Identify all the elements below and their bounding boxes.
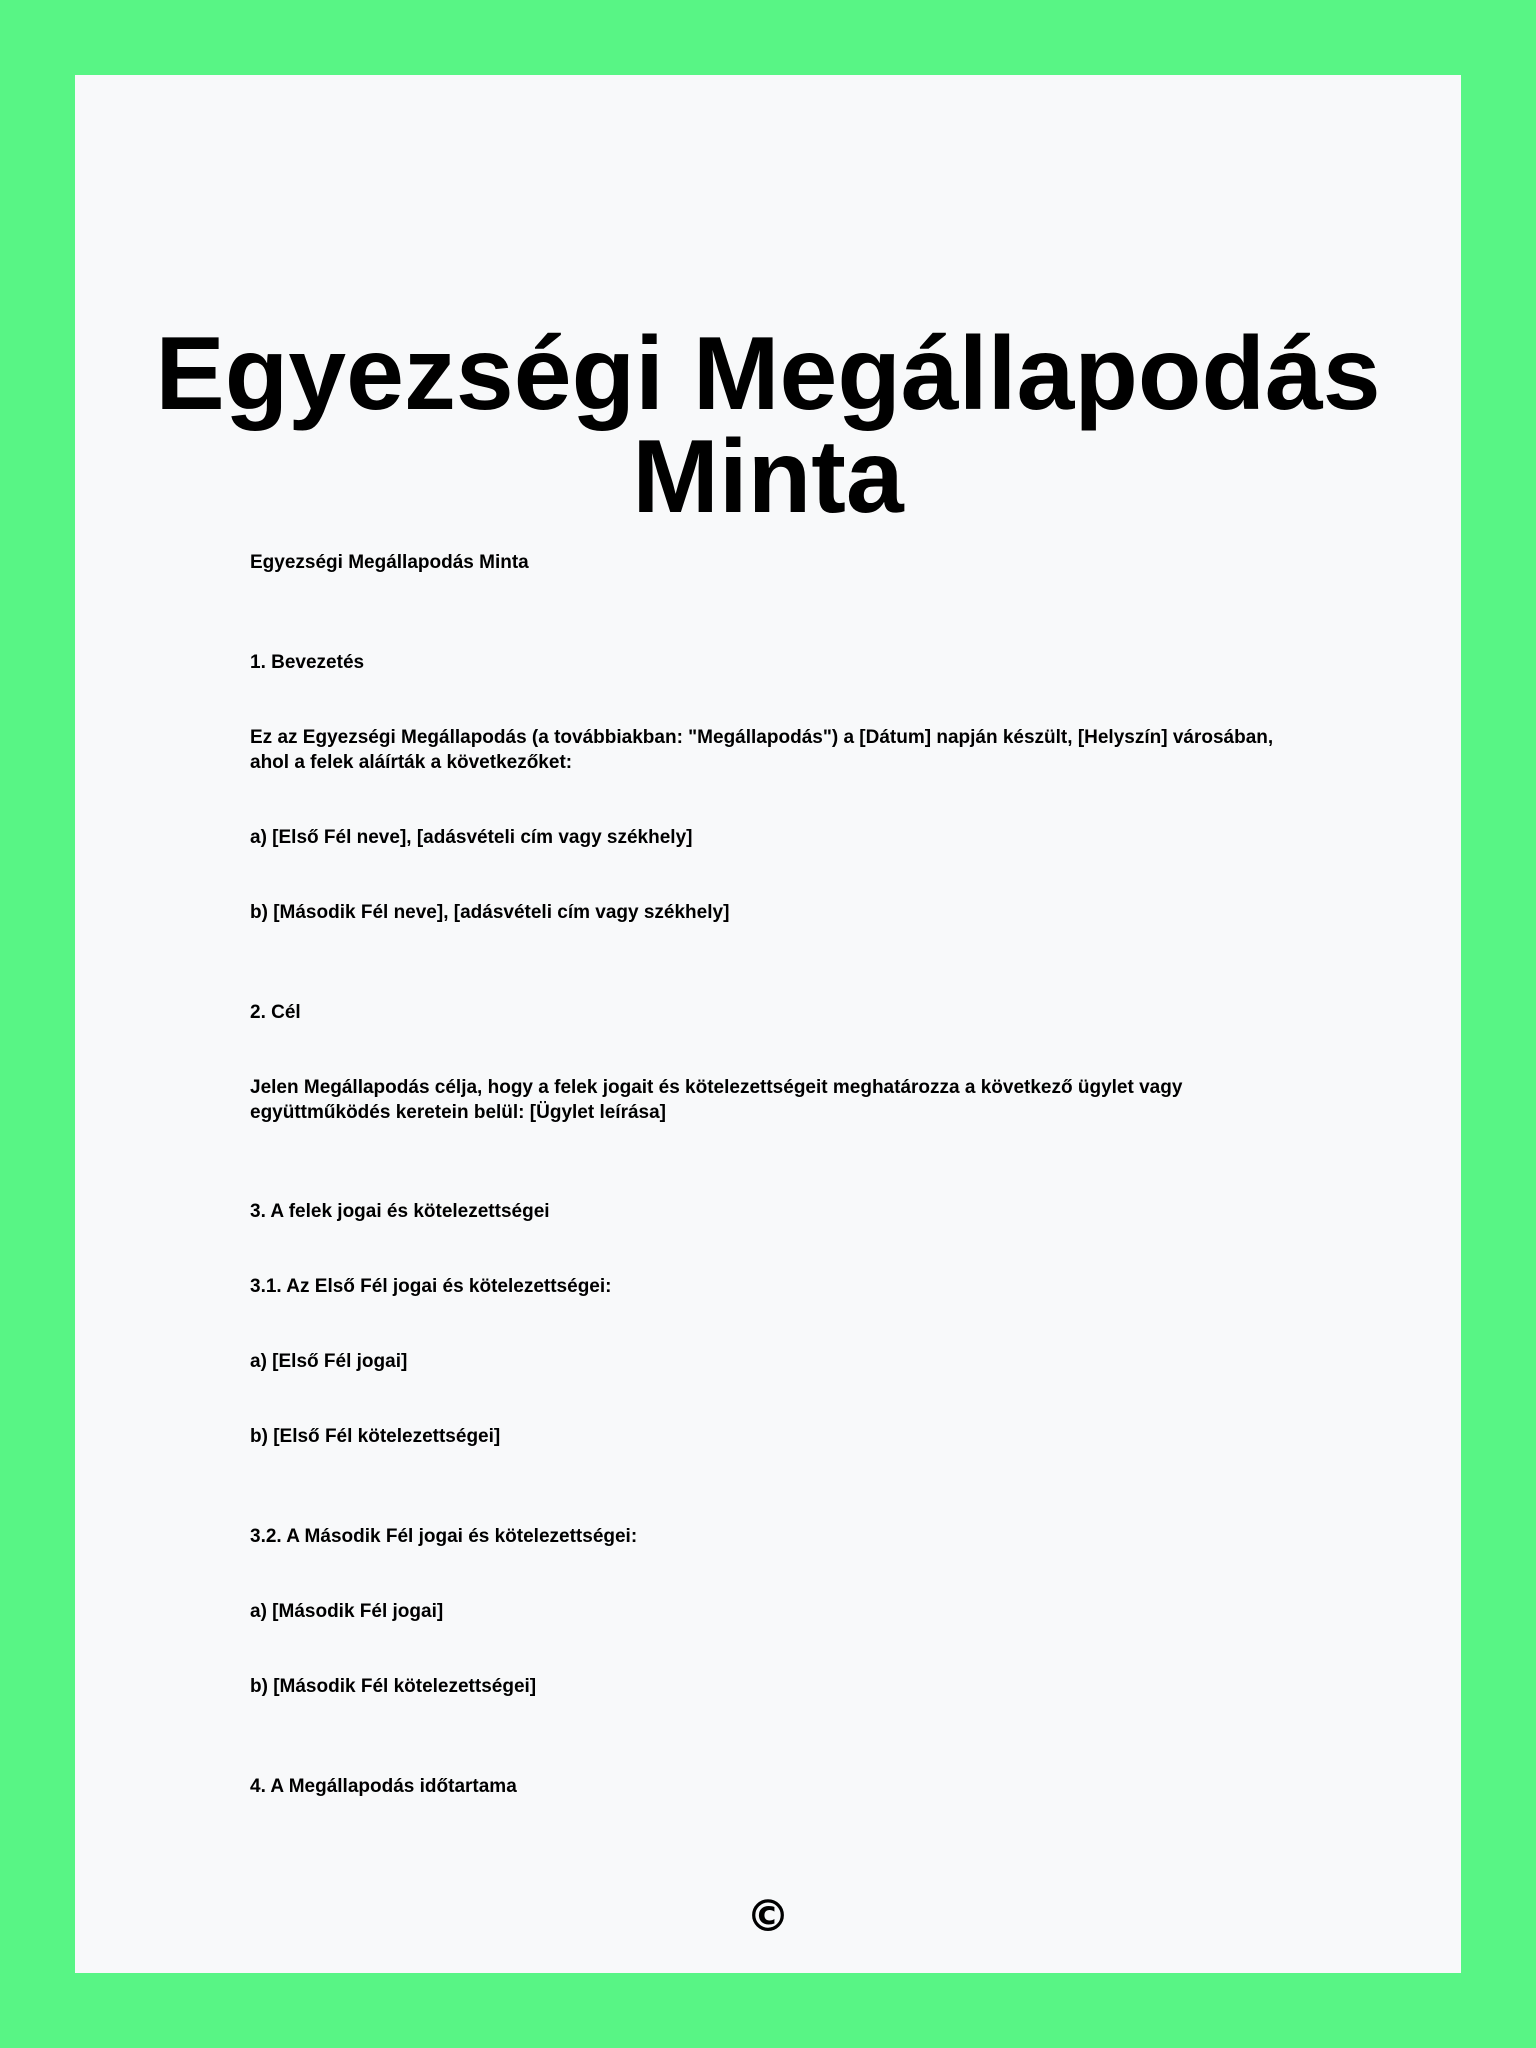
party-first: a) [Első Fél neve], [adásvételi cím vagy székhely] <box>250 827 693 848</box>
document-subtitle: Egyezségi Megállapodás Minta <box>250 552 529 573</box>
title-line-1: Egyezségi Megállapodás <box>155 316 1381 432</box>
title-line-2: Minta <box>632 419 904 535</box>
list-item-second-party-obligations: b) [Második Fél kötelezettségei] <box>250 1676 537 1697</box>
document-page <box>75 75 1461 1973</box>
section-heading-rights: 3. A felek jogai és kötelezettségei <box>250 1201 550 1222</box>
list-item-second-party-rights: a) [Második Fél jogai] <box>250 1601 444 1622</box>
list-item-first-party-rights: a) [Első Fél jogai] <box>250 1351 408 1372</box>
list-item-first-party-obligations: b) [Első Fél kötelezettségei] <box>250 1426 501 1447</box>
subsection-heading-second-party: 3.2. A Második Fél jogai és kötelezettségei: <box>250 1526 638 1547</box>
section-heading-duration: 4. A Megállapodás időtartama <box>250 1776 517 1797</box>
document-title <box>75 316 1461 535</box>
subsection-heading-first-party: 3.1. Az Első Fél jogai és kötelezettségei: <box>250 1276 612 1297</box>
section-heading-introduction: 1. Bevezetés <box>250 652 365 673</box>
section-heading-purpose: 2. Cél <box>250 1002 301 1023</box>
copyright-icon: © <box>746 1891 790 1942</box>
party-second: b) [Második Fél neve], [adásvételi cím vagy székhely] <box>250 902 730 923</box>
paragraph-introduction: Ez az Egyezségi Megállapodás (a továbbiakban: "Megállapodás") a [Dátum] napján készült, [Helyszín] városában, ahol a felek aláírták a következőket: <box>250 727 1274 773</box>
paragraph-purpose: Jelen Megállapodás célja, hogy a felek jogait és kötelezettségeit meghatározza a következő ügylet vagy együttműködés keretein belül: [Ügylet leírása] <box>250 1077 1183 1123</box>
